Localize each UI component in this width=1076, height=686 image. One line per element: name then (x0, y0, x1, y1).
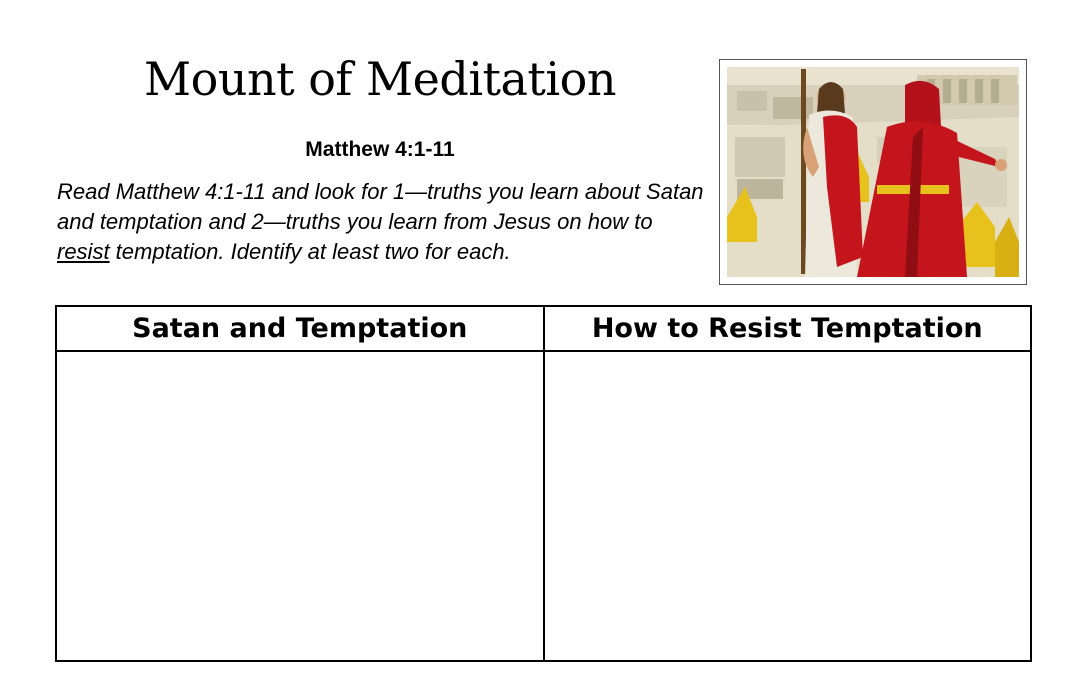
illustration-satan-hood (905, 81, 941, 127)
illustration-staff (801, 69, 806, 274)
instructions-text-end: temptation. Identify at least two for each. (109, 239, 511, 264)
satan-and-temptation-answer-cell[interactable] (56, 351, 544, 661)
column-header-satan-and-temptation: Satan and Temptation (56, 306, 544, 351)
underlined-word-resist: resist (57, 239, 110, 264)
scripture-reference: Matthew 4:1-11 (305, 138, 455, 161)
worksheet-table (55, 305, 1032, 662)
table-row (56, 351, 1031, 661)
illustration-drawing (727, 67, 1019, 277)
column-header-how-to-resist-temptation: How to Resist Temptation (544, 306, 1032, 351)
instructions-text-start: Read Matthew 4:1-11 and look for 1—truths you learn about Satan and temptation and 2—truths you learn from Jesus on how to (57, 179, 704, 234)
how-to-resist-temptation-answer-cell[interactable] (544, 351, 1032, 661)
jesus-and-satan-on-temple-illustration (719, 59, 1027, 285)
instructions-text (57, 177, 707, 267)
table-header-row (56, 306, 1031, 351)
page-title: Mount of Meditation (144, 52, 616, 106)
